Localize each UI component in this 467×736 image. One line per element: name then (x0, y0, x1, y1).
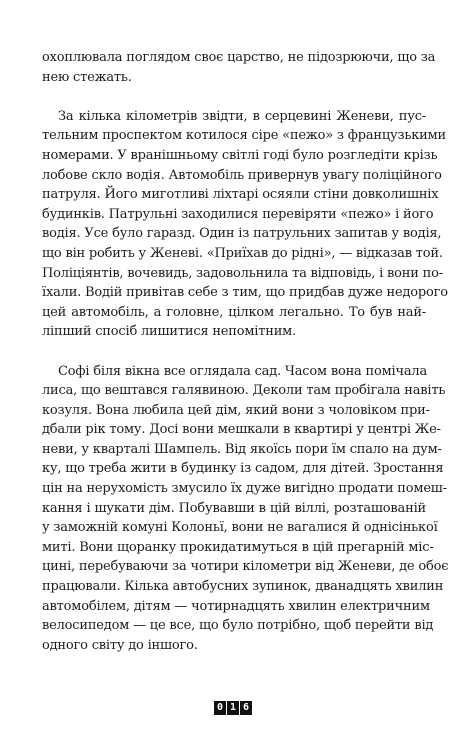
paragraph-gap (42, 87, 426, 107)
page-number-digit: 6 (240, 701, 252, 715)
text-line: дбали рік тому. Досі вони мешкали в квартирі у центрі Же- (42, 422, 441, 438)
text-line: їхали. Водій привітав себе з тим, що придбав дуже недорого (42, 285, 448, 301)
page-number-digit: 0 (214, 701, 226, 715)
text-line: ліпший спосіб лишитися непомітним. (42, 324, 297, 340)
text-line: Поліціянтів, вочевидь, задовольнила та відповідь, і вони по- (42, 265, 443, 281)
paragraph-gap (42, 342, 426, 362)
text-line: водія. Усе було гаразд. Один із патрульних запитав у водія, (42, 226, 442, 242)
text-line: ку, що треба жити в будинку із садом, для дітей. Зростання (42, 461, 444, 477)
text-line: у заможній комуні Колоньї, вони не вагалися й однісінької (42, 520, 438, 536)
paragraph (42, 107, 448, 342)
page-number-digit: 1 (227, 701, 239, 715)
text-line: будинків. Патрульні заходилися перевіряти «пежо» і його (42, 206, 434, 222)
text-line: цей автомобіль, а головне, цілком легально. То був най- (42, 304, 426, 320)
text-line: цін на нерухомість змусило їх дуже вигідно продати помеш- (42, 481, 447, 497)
text-line: велосипедом — це все, що було потрібно, щоб перейти від (42, 618, 434, 634)
text-line: номерами. У вранішньому світлі годі було розгледіти крізь (42, 147, 438, 163)
text-line: кання і шукати дім. Побувавши в цій віллі, розташованій (42, 500, 426, 516)
text-line: одного світу до іншого. (42, 637, 198, 653)
text-line: тельним проспектом котилося сіре «пежо» з французькими (42, 128, 446, 144)
text-line: патруля. Його миготливі ліхтарі осяяли стіни довколишніх (42, 187, 439, 203)
text-line: цині, перебуваючи за чотири кілометри від Женеви, де обоє (42, 559, 449, 575)
text-line: автомобілем, дітям — чотирнадцять хвилин електричним (42, 598, 430, 614)
text-line: лиса, що вештався галявиною. Деколи там пробігала навіть (42, 383, 446, 399)
text-line: неви, у кварталі Шампель. Від якоїсь пори їм спало на дум- (42, 441, 442, 457)
text-line: миті. Вони щоранку прокидатимуться в цій прегарній міс- (42, 539, 434, 555)
text-line: нею стежать. (42, 69, 132, 85)
text-line: За кілька кілометрів звідти, в серцевині Женеви, пус- (58, 108, 426, 124)
page-number (214, 701, 252, 715)
text-line: Софі біля вікна все оглядала сад. Часом вона помічала (58, 363, 428, 379)
text-line: лобове скло водія. Автомобіль привернув увагу поліційного (42, 167, 442, 183)
text-line: що він робить у Женеві. «Приїхав до рідні», — відказав той. (42, 245, 443, 261)
paragraph (42, 362, 449, 656)
page-body (42, 48, 449, 655)
text-line: козуля. Вона любила цей дім, який вони з чоловіком при- (42, 402, 430, 418)
text-line: працювали. Кілька автобусних зупинок, дванадцять хвилин (42, 579, 444, 595)
text-line: охоплювала поглядом своє царство, не підозрюючи, що за (42, 50, 436, 65)
paragraph (42, 48, 436, 87)
